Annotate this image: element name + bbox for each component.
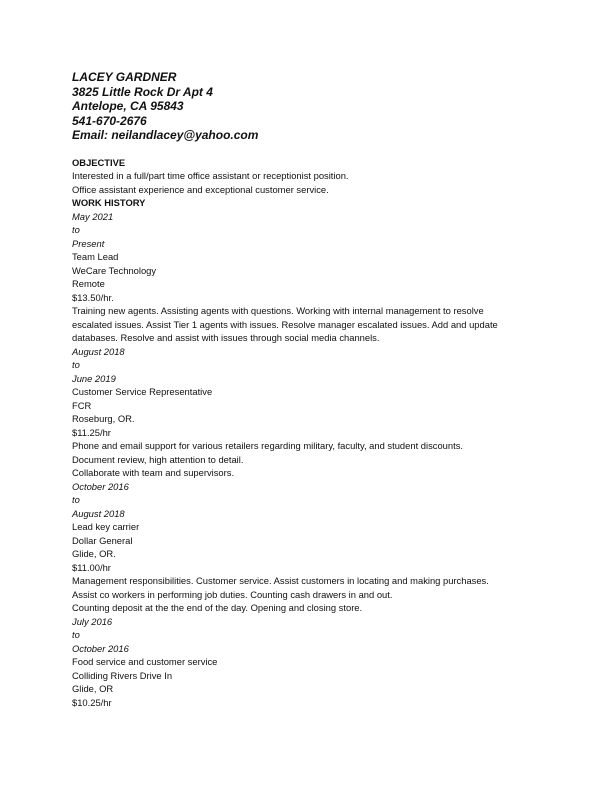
job-description-line: Counting deposit at the the end of the day. Opening and closing store. [72, 602, 363, 613]
work-history-section [72, 196, 532, 709]
address-line-1: 3825 Little Rock Dr Apt 4 [72, 84, 213, 99]
job-date-separator: to [72, 359, 80, 370]
job-role: Food service and customer service [72, 656, 218, 667]
objective-line: Office assistant experience and exceptional customer service. [72, 183, 329, 195]
job-date-separator: to [72, 224, 80, 235]
job-entry [72, 345, 532, 480]
job-pay: $13.50/hr. [72, 291, 114, 303]
job-location: Roseburg, OR. [72, 413, 135, 424]
job-start-date: July 2016 [72, 615, 113, 627]
phone-number: 541-670-2676 [72, 113, 147, 128]
resume-page [72, 70, 532, 709]
job-location: Remote [72, 278, 105, 289]
job-end-date: August 2018 [72, 507, 125, 519]
email-address: Email: neilandlacey@yahoo.com [72, 128, 259, 142]
contact-header [72, 70, 532, 143]
job-date-separator: to [72, 629, 80, 640]
work-history-heading: WORK HISTORY [72, 197, 146, 208]
job-role: Lead key carrier [72, 521, 140, 532]
job-company: Colliding Rivers Drive In [72, 669, 173, 681]
job-description-line: Phone and email support for various retailers regarding military, faculty, and student discounts. [72, 440, 463, 451]
job-description-line: Collaborate with team and supervisors. [72, 467, 235, 478]
job-description-line: Document review, high attention to detail. [72, 453, 244, 465]
job-pay: $11.25/hr [72, 426, 111, 438]
job-entry [72, 210, 532, 345]
job-description-line: Training new agents. Assisting agents with questions. Working with internal management to resolve [72, 305, 484, 316]
job-description-line: Assist co workers in performing job duties. Counting cash drawers in and out. [72, 588, 393, 600]
job-start-date: August 2018 [72, 345, 125, 357]
job-pay: $10.25/hr [72, 696, 112, 708]
job-role: Team Lead [72, 251, 119, 262]
objective-heading: OBJECTIVE [72, 156, 126, 168]
job-end-date: Present [72, 237, 105, 249]
job-location: Glide, OR [72, 683, 114, 694]
job-description-line: Management responsibilities. Customer service. Assist customers in locating and making purchases. [72, 575, 489, 586]
job-company: WeCare Technology [72, 264, 157, 276]
job-entry [72, 615, 532, 710]
job-description-line: databases. Resolve and assist with issues through social media channels. [72, 332, 380, 343]
objective-section [72, 156, 532, 197]
job-end-date: June 2019 [72, 372, 116, 384]
job-role: Customer Service Representative [72, 386, 213, 397]
job-start-date: October 2016 [72, 480, 129, 492]
job-pay: $11.00/hr [72, 561, 111, 573]
applicant-name: LACEY GARDNER [72, 70, 177, 84]
job-description-line: escalated issues. Assist Tier 1 agents with issues. Resolve manager escalated issues. Add and update [72, 318, 498, 330]
job-company: Dollar General [72, 534, 133, 546]
job-entry [72, 480, 532, 615]
job-date-separator: to [72, 494, 80, 505]
job-start-date: May 2021 [72, 210, 114, 222]
objective-line: Interested in a full/part time office assistant or receptionist position. [72, 170, 349, 181]
job-location: Glide, OR. [72, 548, 116, 559]
job-end-date: October 2016 [72, 642, 129, 654]
address-line-2: Antelope, CA 95843 [72, 99, 184, 113]
job-company: FCR [72, 399, 92, 411]
